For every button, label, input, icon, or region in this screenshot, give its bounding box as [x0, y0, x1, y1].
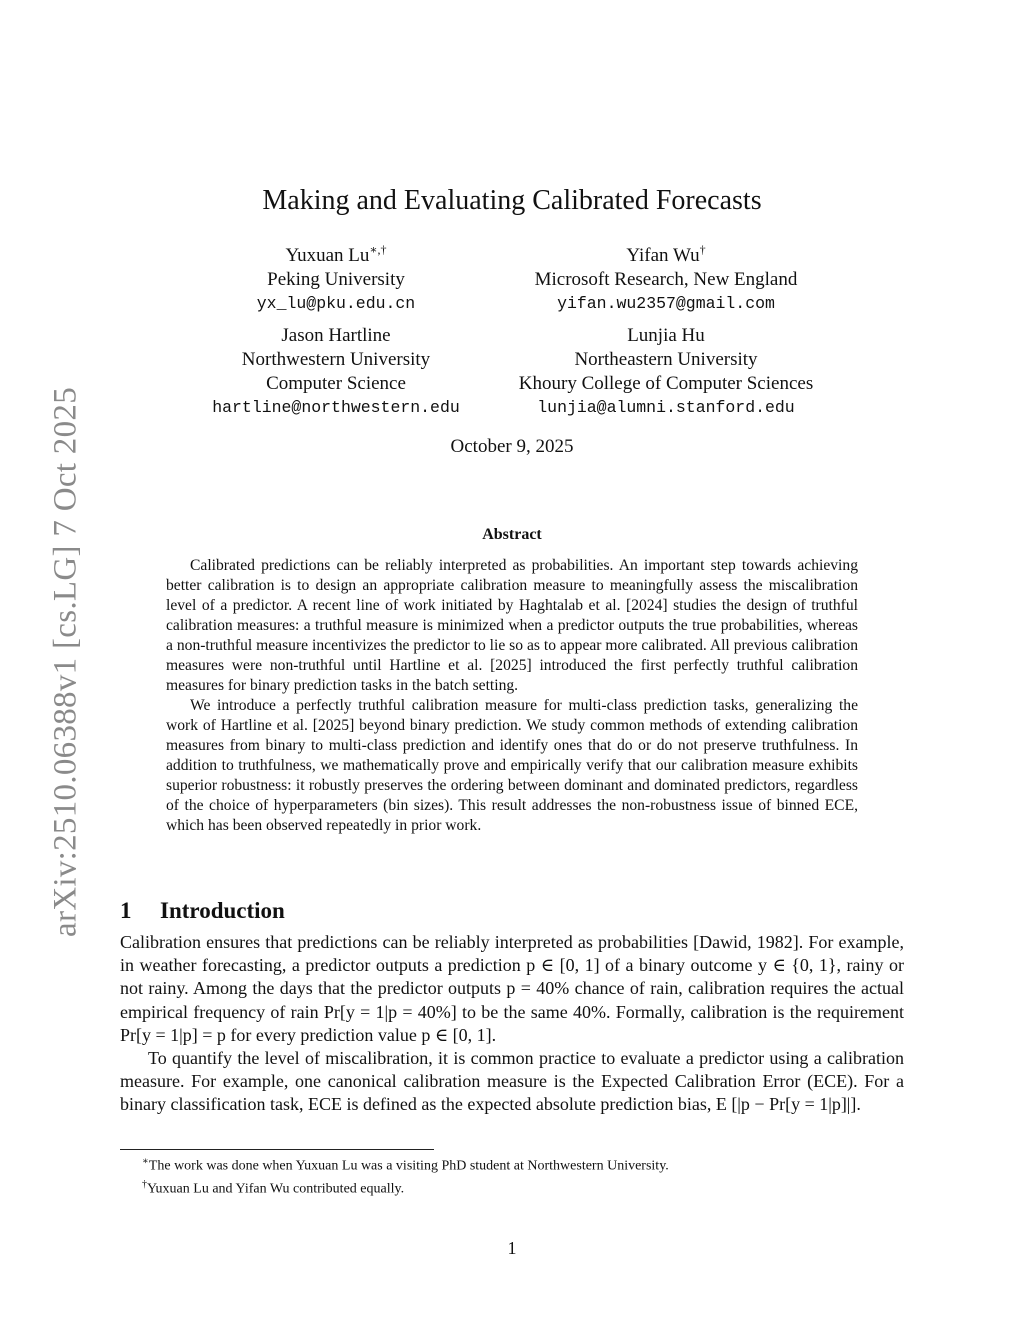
section-heading-introduction	[120, 898, 285, 924]
page-number: 1	[507, 1238, 517, 1258]
abstract-paragraph: Calibrated predictions can be reliably interpreted as probabilities. An important step towards achieving better calibration is to design an appropriate calibration measure to meaningfully assess the miscalibration level of a predictor. A recent line of work initiated by Haghtalab et al. [2024] studies the design of truthful calibration measures: a truthful measure is minimized when a predictor outputs the true probabilities, whereas a non-truthful measure incentivizes the predictor to lie so as to appear more calibrated. All previous calibration measures were non-truthful until Hartline et al. [2025] introduced the first perfectly truthful calibration measures for binary prediction tasks in the batch setting.	[166, 557, 858, 694]
abstract-paragraph: We introduce a perfectly truthful calibration measure for multi-class prediction tasks, generalizing the work of Hartline et al. [2025] beyond binary prediction. We study common methods of extending calibration measures from binary to multi-class prediction and identify ones that do or do not preserve truthfulness. In addition to truthfulness, we mathematically prove and empirically verify that our calibration measure exhibits superior robustness: it robustly preserves the ordering between dominant and dominated predictors, regardless of the choice of hyperparameters (bin sizes). This result addresses the non-robustness issue of binned ECE, which has been observed repeatedly in prior work.	[166, 697, 858, 834]
author-department: Computer Science	[266, 373, 406, 394]
footnote-item	[120, 1153, 904, 1176]
footnotes	[120, 1153, 904, 1198]
author-email[interactable]: hartline@northwestern.edu	[212, 398, 460, 417]
author-name-line	[186, 244, 486, 268]
author-affiliation: Northeastern University	[574, 349, 758, 370]
author-name: Jason Hartline	[281, 325, 391, 346]
body-paragraph: Calibration ensures that predictions can be reliably interpreted as probabilities [Dawid, 1982]. For example, in weather forecasting, a predictor outputs a prediction p ∈ [0, 1] of a binary outcome y ∈ {0, 1}, rainy or not rainy. Among the days that the predictor outputs p = 40% chance of rain, calibration requires the actual empirical frequency of rain Pr[y = 1|p = 40%] to be the same 40%. Formally, calibration is the requirement Pr[y = 1|p] = p for every prediction value p ∈ [0, 1].	[120, 932, 904, 1045]
author-block-wu	[466, 244, 866, 316]
abstract-body	[166, 556, 858, 836]
footnote-item	[120, 1176, 904, 1199]
author-block-hu	[466, 324, 866, 420]
author-name: Yifan Wu	[626, 245, 700, 266]
body-paragraph: To quantify the level of miscalibration, it is common practice to evaluate a predictor using a calibration measure. For example, one canonical calibration measure is the Expected Calibration Error (ECE). For a binary classification task, ECE is defined as the expected absolute prediction bias, E [|p − Pr[y = 1|p]|].	[120, 1048, 904, 1115]
abstract-heading: Abstract	[482, 526, 542, 543]
arxiv-identifier-stamp: arXiv:2510.06388v1 [cs.LG] 7 Oct 2025	[47, 386, 84, 938]
footnote-mark: †	[142, 1178, 147, 1190]
author-email[interactable]: yifan.wu2357@gmail.com	[557, 294, 775, 313]
footnote-text: Yuxuan Lu and Yifan Wu contributed equally.	[147, 1181, 405, 1197]
author-affiliation: Peking University	[267, 269, 405, 290]
author-affiliation: Microsoft Research, New England	[534, 269, 798, 290]
footnote-divider	[120, 1149, 434, 1150]
author-email[interactable]: lunjia@alumni.stanford.edu	[537, 398, 795, 417]
author-mark: ∗,†	[369, 242, 387, 257]
introduction-body	[120, 931, 904, 1117]
author-block-hartline	[186, 324, 486, 420]
author-block-lu	[186, 244, 486, 316]
paper-date: October 9, 2025	[450, 436, 574, 457]
footnote-mark: ∗	[142, 1156, 149, 1167]
author-mark: †	[699, 242, 706, 257]
author-name-line	[466, 244, 866, 268]
author-department: Khoury College of Computer Sciences	[518, 373, 814, 394]
section-title: Introduction	[160, 898, 285, 923]
author-name: Lunjia Hu	[627, 325, 705, 346]
author-affiliation: Northwestern University	[241, 349, 431, 370]
author-email[interactable]: yx_lu@pku.edu.cn	[256, 294, 416, 313]
paper-title: Making and Evaluating Calibrated Forecasts	[262, 185, 762, 216]
author-name: Yuxuan Lu	[285, 245, 370, 266]
footnote-text: The work was done when Yuxuan Lu was a visiting PhD student at Northwestern University.	[148, 1158, 669, 1174]
section-number: 1	[120, 898, 132, 923]
